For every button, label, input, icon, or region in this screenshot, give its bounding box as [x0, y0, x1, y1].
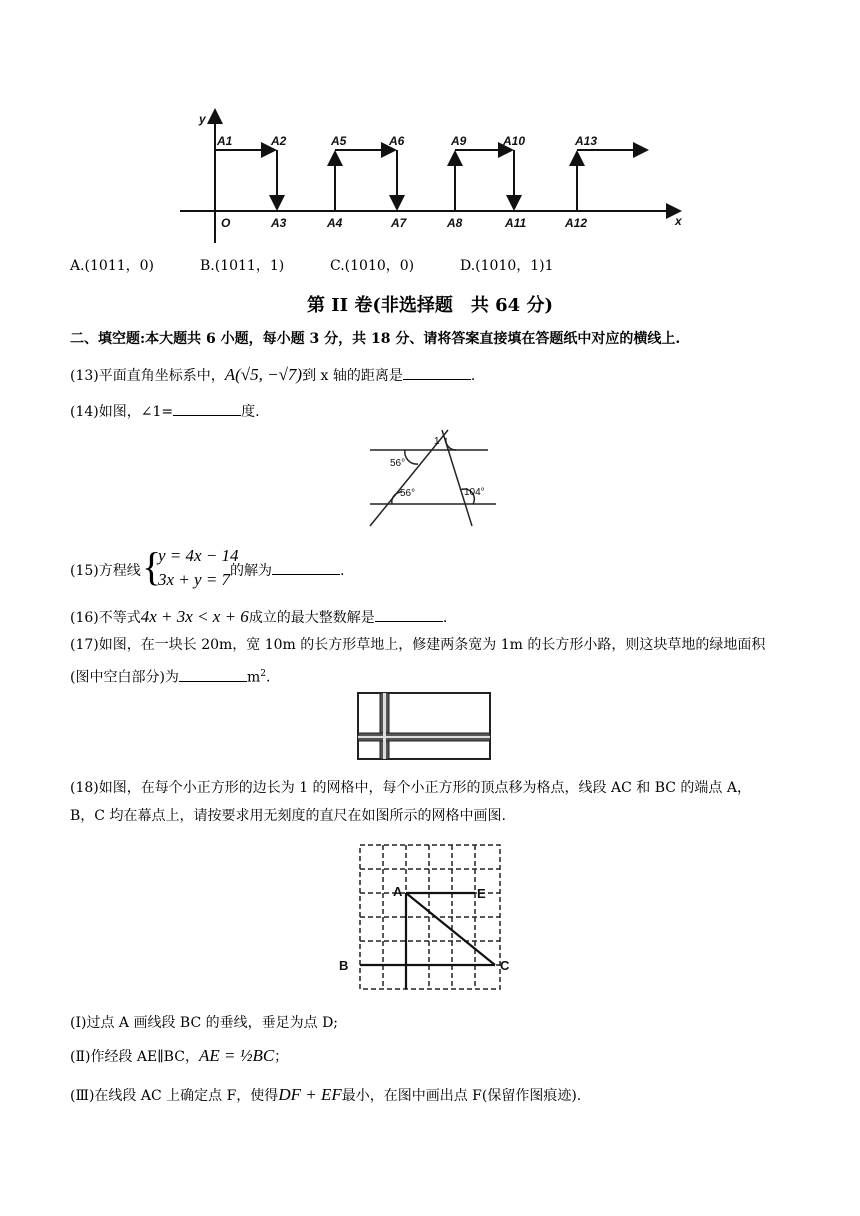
q17-answer-blank[interactable] — [179, 668, 247, 682]
point-a6: A6 — [389, 134, 405, 148]
q15-brace: { — [142, 544, 162, 589]
q15-eq1: y = 4x − 14 — [158, 546, 239, 565]
option-d: D.(1010，1)1 — [460, 258, 554, 274]
question-13 — [70, 365, 475, 386]
q18-part3-math: DF + EF — [278, 1085, 342, 1104]
point-a3: A3 — [271, 216, 287, 230]
question-18-part3 — [70, 1085, 581, 1106]
question-16 — [70, 607, 447, 628]
q15-post: 的解为 — [230, 563, 272, 579]
q15-number: (15) — [70, 563, 99, 579]
q17-end: . — [265, 669, 271, 686]
point-a9: A9 — [451, 134, 467, 148]
angle-label-56-top: 56° — [390, 458, 406, 469]
question-14 — [70, 402, 260, 422]
q16-number: (16) — [70, 610, 99, 626]
grid-point-c: C — [500, 958, 510, 973]
q17-unit: m — [246, 669, 261, 686]
sequence-path-figure — [175, 105, 695, 245]
axis-y-label: y — [199, 112, 206, 126]
q13-pre: 平面直角坐标系中， — [98, 368, 225, 384]
q13-math: A(√5, −√7) — [224, 365, 303, 384]
question-18-part2 — [70, 1046, 288, 1067]
grid-point-b: B — [339, 958, 349, 973]
option-b: B.(1011，1) — [200, 258, 285, 274]
grid-point-a: A — [393, 884, 403, 899]
q16-answer-blank[interactable] — [375, 608, 443, 622]
q17-unit-sup: 2 — [260, 669, 266, 679]
q15-lead — [70, 561, 141, 581]
q13-answer-blank[interactable] — [403, 366, 471, 380]
q18-line2: B，C 均在幕点上，请按要求用无刻度的直尺在如图所示的网格中画图. — [70, 808, 506, 824]
q15-eq2: 3x + y = 7 — [158, 570, 231, 589]
point-a11: A11 — [505, 216, 527, 230]
point-a5: A5 — [331, 134, 347, 148]
lawn-figure — [356, 691, 492, 763]
origin-label: O — [221, 216, 231, 230]
q14-post: 度. — [241, 404, 260, 420]
axis-x-label: x — [675, 214, 682, 228]
grid-figure — [335, 840, 520, 995]
q15-tail — [230, 561, 344, 581]
point-a1: A1 — [217, 134, 233, 148]
option-a: A.(1011，0) — [70, 258, 155, 274]
q13-end: . — [470, 368, 476, 384]
angle-figure — [360, 428, 500, 528]
point-a10: A10 — [503, 134, 526, 148]
q18-part1: (Ⅰ)过点 A 画线段 BC 的垂线，垂足为点 D; — [70, 1015, 339, 1031]
angle-label-56-bottom: 56° — [400, 488, 416, 499]
point-a13: A13 — [575, 134, 598, 148]
q16-post: 成立的最大整数解是 — [248, 610, 375, 626]
q17-line1: (17)如图，在一块长 20m，宽 10m 的长方形草地上，修建两条宽为 1m 的长方形小路，则这块草地的绿地面积 — [70, 637, 766, 653]
q18-part3-post: 最小，在图中画出点 F(保留作图痕迹). — [341, 1088, 582, 1104]
q18-part2-end: ； — [274, 1049, 289, 1065]
grid-point-e: E — [477, 886, 486, 901]
q14-number: (14) — [70, 404, 99, 420]
point-a7: A7 — [391, 216, 407, 230]
angle-label-1: 1 — [434, 436, 440, 447]
q13-number: (13) — [70, 368, 99, 384]
q18-part3-pre: (Ⅲ)在线段 AC 上确定点 F，使得 — [70, 1088, 279, 1104]
angle-label-104: 104° — [464, 487, 485, 498]
q15-end: . — [340, 563, 345, 579]
section-intro: 二、填空题:本大题共 6 小题，每小题 3 分，共 18 分、请将答案直接填在答题纸中对应的横线上. — [70, 331, 681, 347]
q18-part2-pre: (Ⅱ)作经段 AE∥BC， — [70, 1049, 199, 1065]
q13-post: 到 x 轴的距离是 — [302, 368, 403, 384]
point-a4: A4 — [327, 216, 343, 230]
point-a12: A12 — [565, 216, 588, 230]
q16-end: . — [442, 610, 448, 626]
q15-pre: 方程线 — [98, 563, 141, 579]
q18-part2-math: AE = ½BC — [198, 1046, 275, 1065]
section-title: 第 II 卷(非选择题 共 64 分) — [307, 295, 553, 316]
q17-line2-pre: (图中空白部分)为 — [70, 669, 179, 686]
q14-pre: 如图，∠1= — [98, 404, 174, 420]
q15-answer-blank[interactable] — [272, 561, 340, 575]
q16-pre: 不等式 — [98, 610, 141, 626]
option-c: C.(1010，0) — [330, 258, 415, 274]
q16-math: 4x + 3x < x + 6 — [140, 607, 249, 626]
q18-line1: (18)如图，在每个小正方形的边长为 1 的网格中，每个小正方形的顶点移为格点，线段 AC 和 BC 的端点 A， — [70, 780, 751, 796]
point-a2: A2 — [271, 134, 287, 148]
question-17-line2 — [70, 664, 270, 688]
point-a8: A8 — [447, 216, 463, 230]
q14-answer-blank[interactable] — [173, 402, 241, 416]
